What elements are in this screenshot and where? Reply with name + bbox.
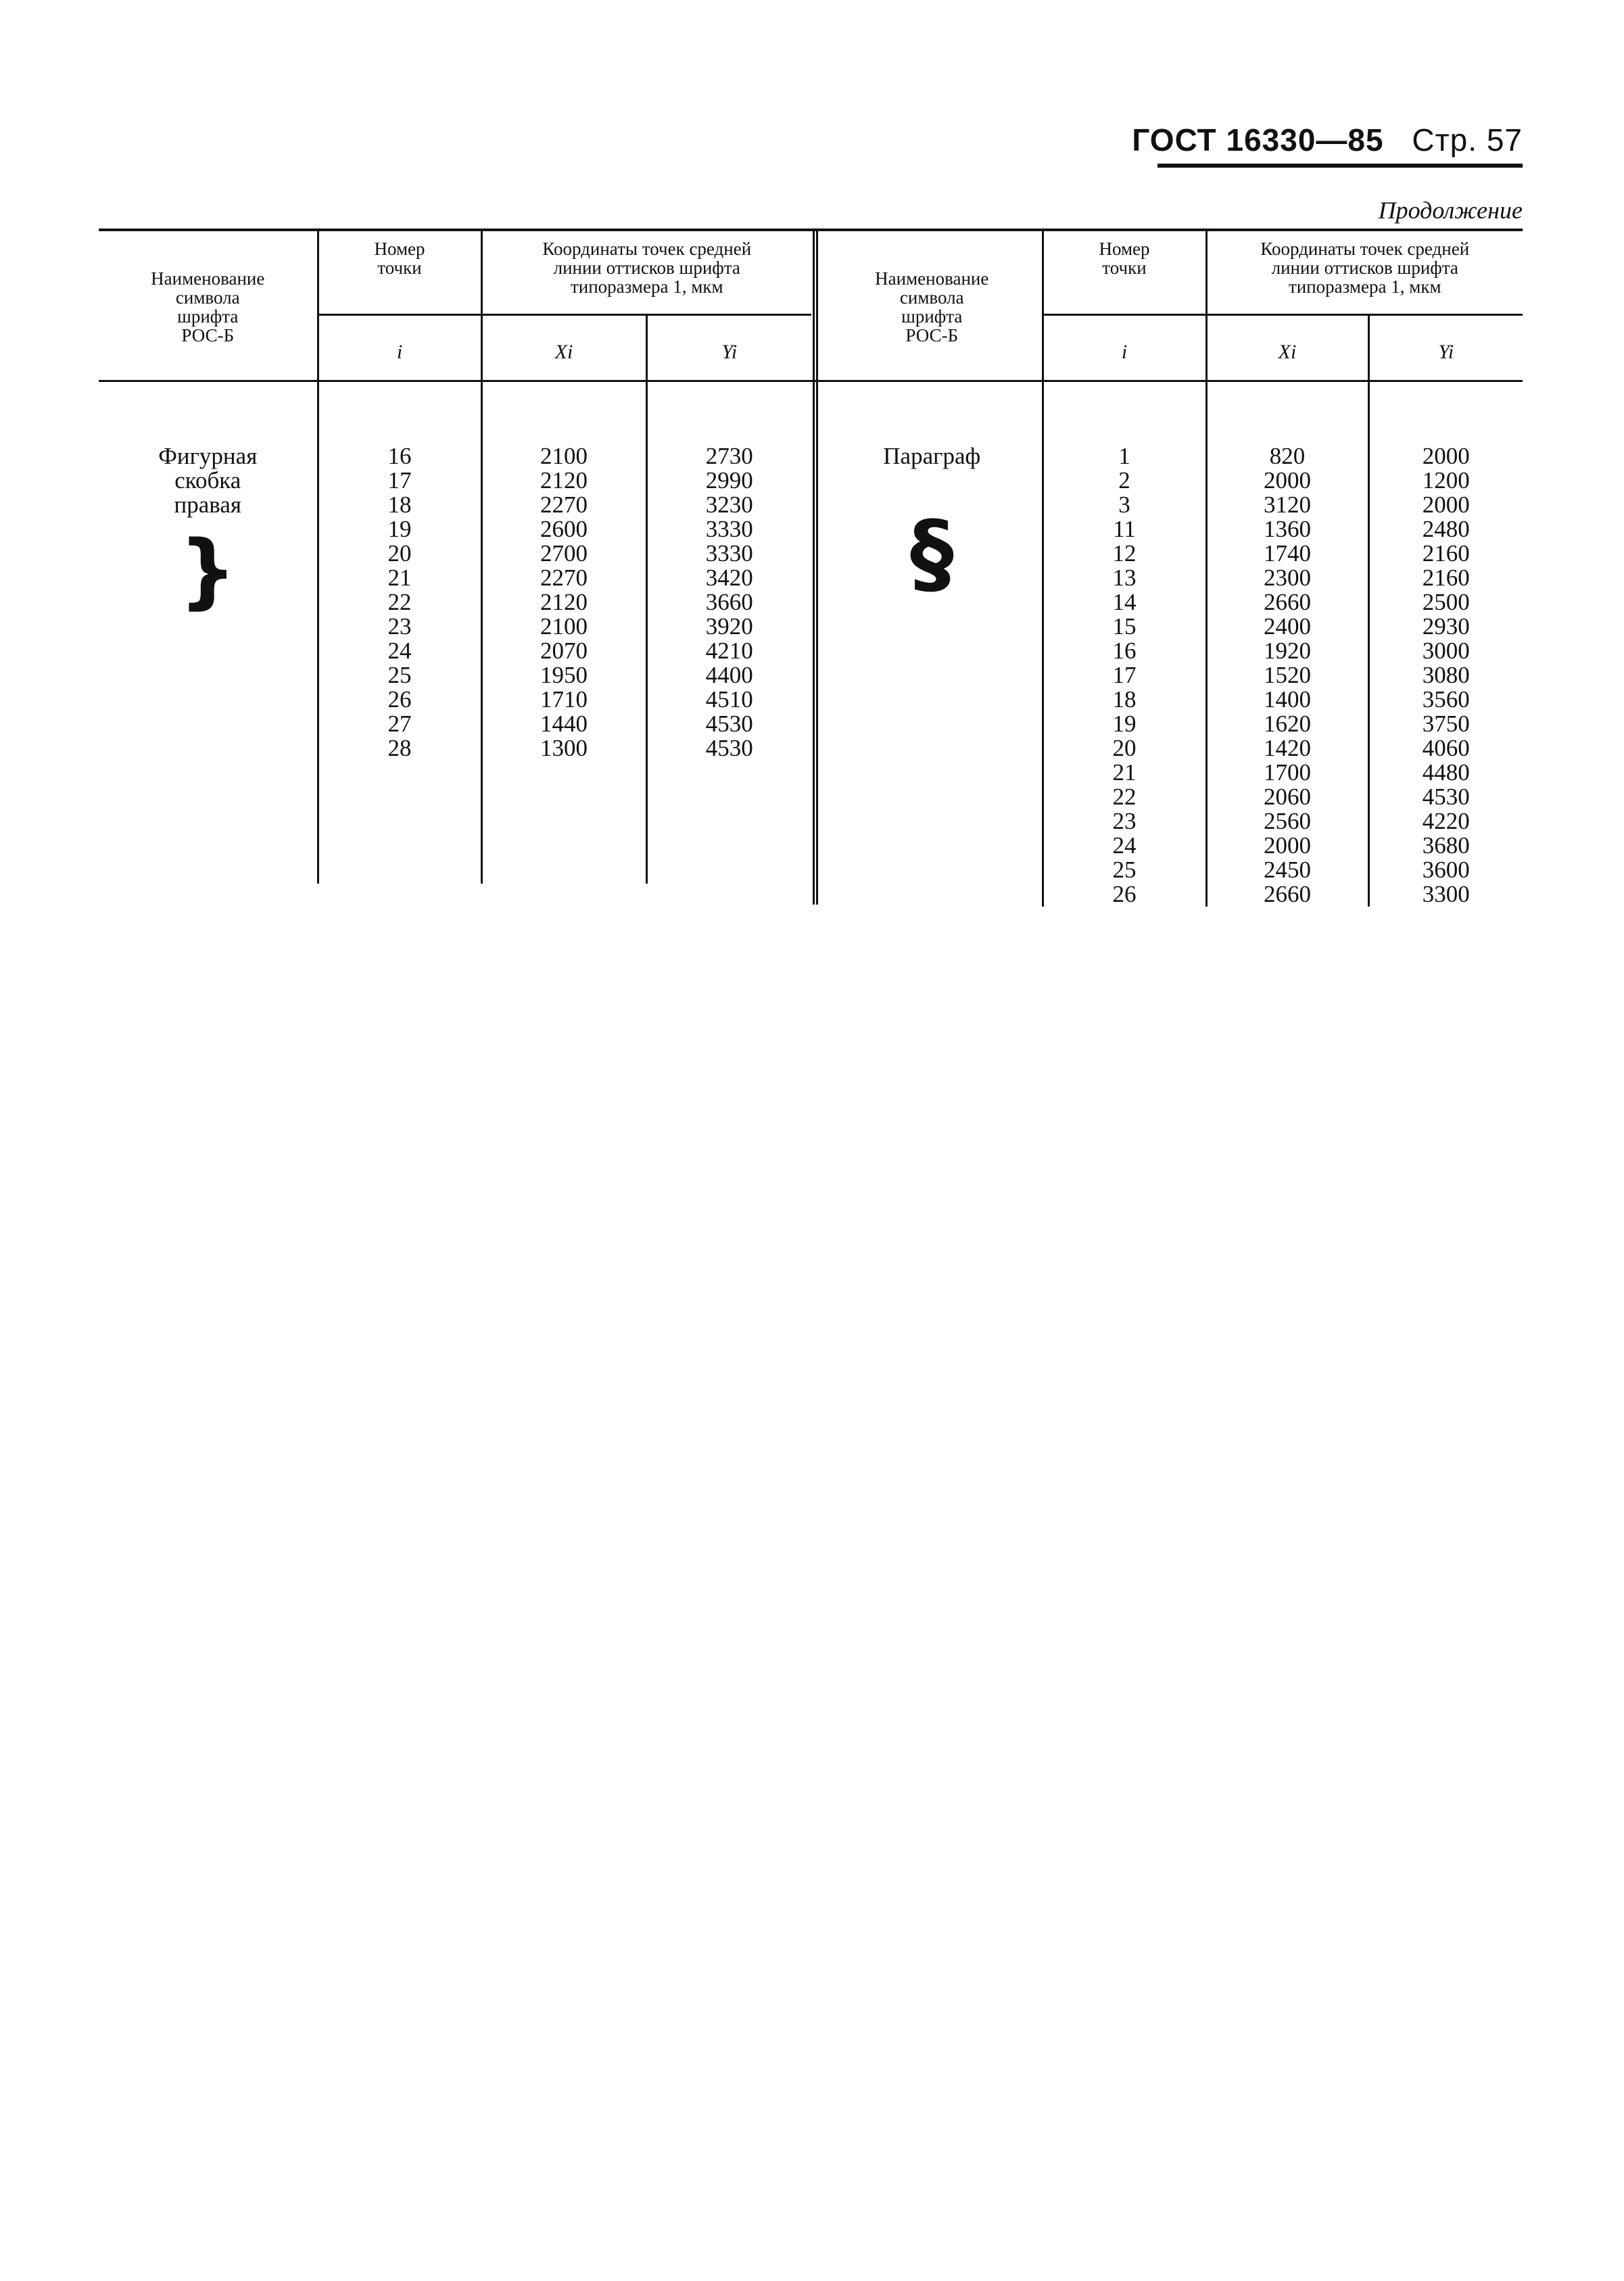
right-brace-glyph: } [178,524,237,618]
x-coordinate-value: 1920 [1264,638,1311,664]
x-coordinate-value: 2060 [1264,784,1311,810]
point-number-value: 23 [387,613,412,640]
header-rule [1157,164,1523,168]
point-number-value: 2 [1118,467,1130,494]
x-coordinate-value: 2300 [1264,565,1311,591]
points-column [1043,410,1206,907]
symbol-name-line: скобка [174,467,241,494]
y-coordinate-value: 3300 [1422,881,1470,907]
point-number-value: 24 [387,638,412,664]
point-number-value: 14 [1112,589,1137,615]
table-right-block [822,229,1523,907]
point-number-value: 26 [1112,881,1137,907]
symbol-name-line: Параграф [883,443,981,469]
point-number-value: 3 [1118,491,1130,518]
x-coordinate-value: 1360 [1264,516,1311,542]
column-header-name: Наименование символа шрифта РОС-Б [99,229,318,410]
y-coordinate-value: 3330 [705,516,753,542]
y-coordinate-value: 2480 [1422,516,1470,542]
points-column [318,410,481,884]
x-coordinate-value: 1520 [1264,662,1311,688]
y-coordinate-value: 2000 [1422,491,1470,518]
x-coordinate-value: 2660 [1264,881,1311,907]
x-coordinate-value: 2400 [1264,613,1311,640]
x-coordinate-value: 2450 [1264,857,1311,883]
point-number-value: 15 [1112,613,1137,640]
x-coordinate-value: 2000 [1264,832,1311,859]
point-number-value: 20 [387,540,412,567]
y-coordinate-value: 4530 [705,735,753,761]
point-number-value: 16 [387,443,412,469]
column-header-i: i [318,315,481,411]
point-number-value: 26 [387,686,412,713]
x-coordinate-value: 2120 [540,467,588,494]
point-number-value: 23 [1112,808,1137,834]
y-coordinate-value: 3560 [1422,686,1470,713]
x-coordinate-value: 1740 [1264,540,1311,567]
y-coordinate-value: 2990 [705,467,753,494]
table-left-block [99,229,811,884]
column-header-x: Xi [1206,315,1368,411]
y-coordinate-value: 3920 [705,613,753,640]
x-coordinate-value: 1950 [540,662,588,688]
x-coordinate-value: 820 [1269,443,1306,469]
y-column [646,410,811,884]
x-column [481,410,646,884]
column-header-coordinates: Координаты точек средней линии оттисков шрифта типоразмера 1, мкм [1206,229,1523,315]
x-coordinate-value: 2100 [540,443,588,469]
symbol-cell [822,410,1043,907]
point-number-value: 22 [387,589,412,615]
x-coordinate-value: 1300 [540,735,588,761]
point-number-value: 25 [1112,857,1137,883]
x-coordinate-value: 2270 [540,565,588,591]
y-coordinate-value: 2730 [705,443,753,469]
x-coordinate-value: 1700 [1264,759,1311,786]
x-coordinate-value: 1440 [540,711,588,737]
standard-number: ГОСТ 16330—85 [1132,122,1384,158]
x-coordinate-value: 1620 [1264,711,1311,737]
point-number-value: 11 [1113,516,1136,542]
y-coordinate-value: 4220 [1422,808,1470,834]
y-coordinate-value: 4210 [705,638,753,664]
y-coordinate-value: 1200 [1422,467,1470,494]
y-coordinate-value: 3600 [1422,857,1470,883]
point-number-value: 22 [1112,784,1137,810]
x-coordinate-value: 2700 [540,540,588,567]
y-coordinate-value: 3660 [705,589,753,615]
point-number-value: 13 [1112,565,1137,591]
x-coordinate-value: 1420 [1264,735,1311,761]
x-coordinate-value: 2000 [1264,467,1311,494]
point-number-value: 17 [1112,662,1137,688]
y-coordinate-value: 4480 [1422,759,1470,786]
y-column [1368,410,1523,907]
x-coordinate-value: 1400 [1264,686,1311,713]
y-coordinate-value: 3080 [1422,662,1470,688]
y-coordinate-value: 4510 [705,686,753,713]
y-coordinate-value: 2160 [1422,565,1470,591]
symbol-name-line: Фигурная [158,443,258,469]
y-coordinate-value: 4530 [1422,784,1470,810]
y-coordinate-value: 3230 [705,491,753,518]
point-number-value: 24 [1112,832,1137,859]
y-coordinate-value: 3420 [705,565,753,591]
page-number: Стр. 57 [1412,122,1523,158]
y-coordinate-value: 3750 [1422,711,1470,737]
table-header-rule [99,380,1523,382]
y-coordinate-value: 2160 [1422,540,1470,567]
table-double-divider [813,229,818,905]
column-header-point-number: Номер точки [318,229,481,315]
point-number-value: 18 [387,491,412,518]
point-number-value: 12 [1112,540,1137,567]
column-header-x: Xi [481,315,646,411]
y-coordinate-value: 4060 [1422,735,1470,761]
point-number-value: 16 [1112,638,1137,664]
y-coordinate-value: 3680 [1422,832,1470,859]
section-sign-glyph: § [909,502,954,604]
x-column [1206,410,1368,907]
y-coordinate-value: 4530 [705,711,753,737]
x-coordinate-value: 2600 [540,516,588,542]
symbol-name-line: правая [174,491,241,518]
point-number-value: 21 [1112,759,1137,786]
point-number-value: 28 [387,735,412,761]
column-header-y: Yi [721,341,738,363]
x-coordinate-value: 2070 [540,638,588,664]
y-coordinate-value: 2930 [1422,613,1470,640]
x-coordinate-value: 2270 [540,491,588,518]
column-header-point-number: Номер точки [1043,229,1206,315]
x-coordinate-value: 1710 [540,686,588,713]
point-number-value: 19 [387,516,412,542]
y-coordinate-value: 2500 [1422,589,1470,615]
column-header-coordinates: Координаты точек средней линии оттисков шрифта типоразмера 1, мкм [481,229,811,315]
continuation-label: Продолжение [1378,197,1523,224]
symbol-cell [99,410,318,884]
point-number-value: 20 [1112,735,1137,761]
point-number-value: 17 [387,467,412,494]
point-number-value: 21 [387,565,412,591]
page-header [1132,122,1523,158]
column-header-y: Yi [1438,341,1454,363]
column-header-name: Наименование символа шрифта РОС-Б [822,229,1043,410]
point-number-value: 19 [1112,711,1137,737]
x-coordinate-value: 3120 [1264,491,1311,518]
x-coordinate-value: 2660 [1264,589,1311,615]
x-coordinate-value: 2100 [540,613,588,640]
point-number-value: 1 [1118,443,1130,469]
point-number-value: 25 [387,662,412,688]
y-coordinate-value: 3000 [1422,638,1470,664]
point-number-value: 27 [387,711,412,737]
point-number-value: 18 [1112,686,1137,713]
x-coordinate-value: 2120 [540,589,588,615]
column-header-i: i [1043,315,1206,411]
y-coordinate-value: 3330 [705,540,753,567]
y-coordinate-value: 2000 [1422,443,1470,469]
x-coordinate-value: 2560 [1264,808,1311,834]
y-coordinate-value: 4400 [705,662,753,688]
